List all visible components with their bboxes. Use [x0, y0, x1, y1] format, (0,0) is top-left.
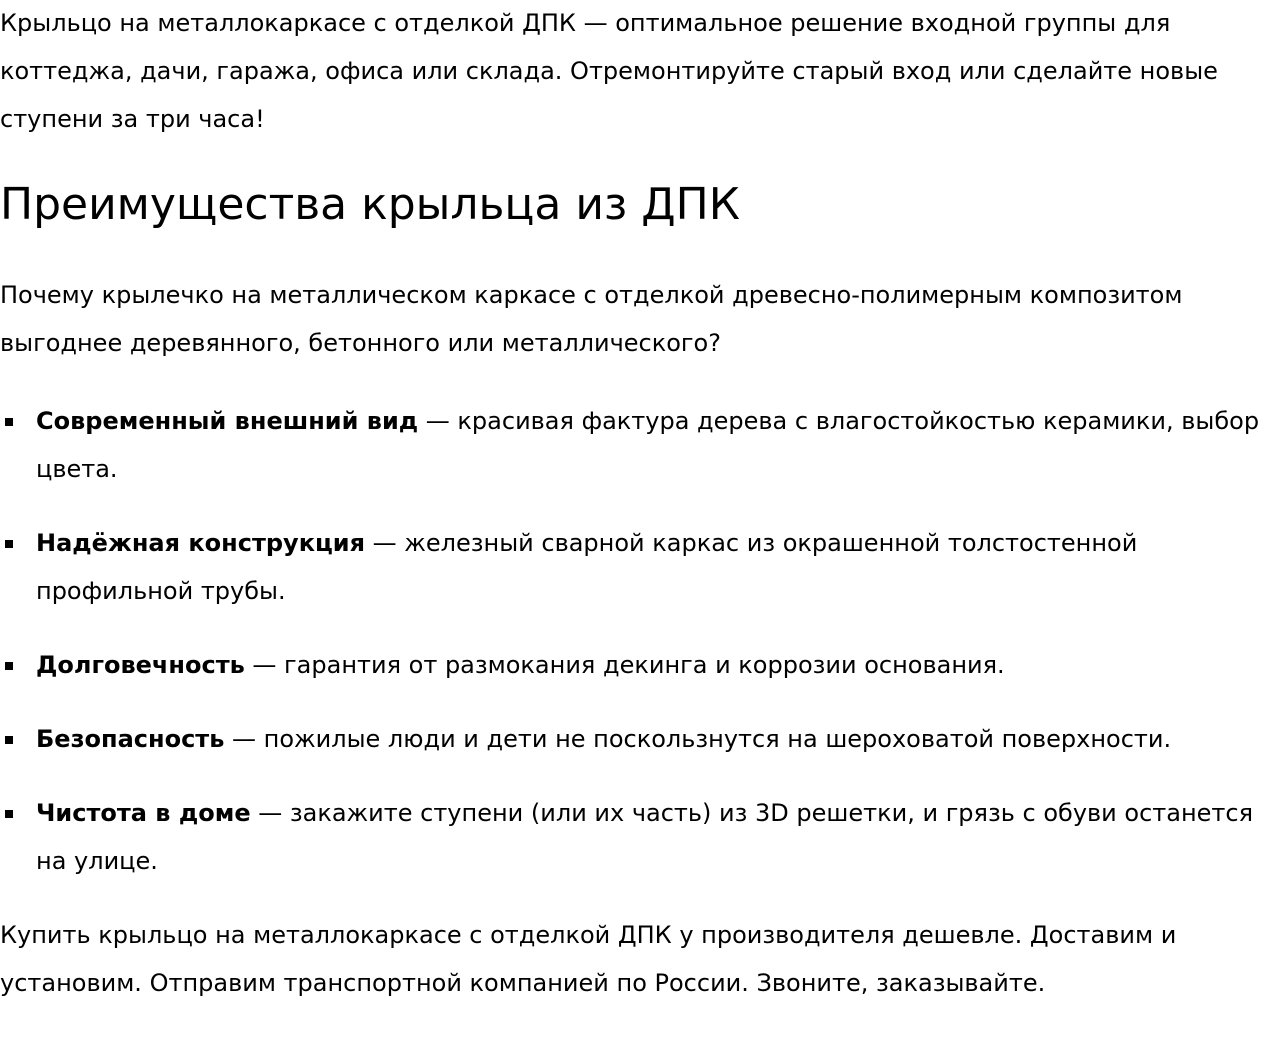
- list-item: [0, 715, 1270, 763]
- benefit-title: Современный внешний вид: [36, 407, 419, 435]
- benefit-text: — гарантия от размокания декинга и коррозии основания.: [244, 651, 1005, 679]
- square-bullet-icon: [5, 418, 13, 426]
- list-item: [0, 397, 1270, 493]
- benefits-list: [0, 397, 1270, 885]
- benefit-text: — красивая фактура дерева с влагостойкостью керамики, выбор цвета.: [36, 407, 1260, 483]
- lead-paragraph: Почему крылечко на металлическом каркасе с отделкой древесно-полимерным композитом выгоднее деревянного, бетонного или металлического?: [0, 281, 1183, 357]
- benefit-title: Безопасность: [36, 725, 225, 753]
- benefit-text: — пожилые люди и дети не поскользнутся на шероховатой поверхности.: [224, 725, 1172, 753]
- square-bullet-icon: [5, 662, 13, 670]
- square-bullet-icon: [5, 736, 13, 744]
- benefit-text: — закажите ступени (или их часть) из 3D решетки, и грязь с обуви останется на улице.: [36, 799, 1254, 875]
- outro-paragraph: Купить крыльцо на металлокаркасе с отделкой ДПК у производителя дешевле. Доставим и установим. Отправим транспортной компанией по России. Звоните, заказывайте.: [0, 921, 1177, 997]
- square-bullet-icon: [5, 810, 13, 818]
- section-heading: Преимущества крыльца из ДПК: [0, 179, 741, 230]
- benefit-title: Надёжная конструкция: [36, 529, 365, 557]
- list-item: [0, 641, 1270, 689]
- benefit-title: Чистота в доме: [36, 799, 251, 827]
- benefit-text: — железный сварной каркас из окрашенной толстостенной профильной трубы.: [36, 529, 1138, 605]
- intro-paragraph: Крыльцо на металлокаркасе с отделкой ДПК — оптимальное решение входной группы для коттеджа, дачи, гаража, офиса или склада. Отремонтируйте старый вход или сделайте новые ступени за три часа!: [0, 9, 1218, 133]
- square-bullet-icon: [5, 540, 13, 548]
- list-item: [0, 789, 1270, 885]
- benefit-title: Долговечность: [36, 651, 245, 679]
- list-item: [0, 519, 1270, 615]
